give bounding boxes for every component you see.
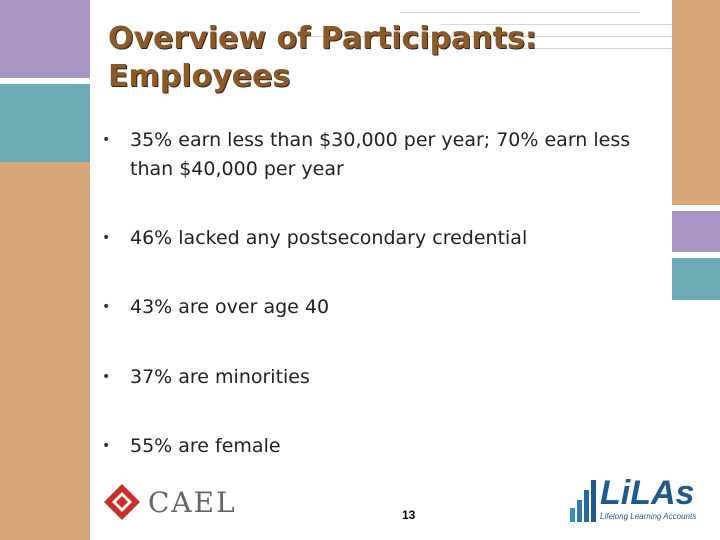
bullet-text: 35% earn less than $30,000 per year; 70% earn less than $40,000 per year [130,129,631,180]
cael-logo-text: CAEL [148,486,237,519]
cael-diamond-icon [100,478,144,528]
bullet-text: 46% lacked any postsecondary credential [130,227,528,249]
bullet-item [102,224,527,253]
slide-title: Overview of Participants: Employees [108,21,537,94]
bullet-marker-icon: • [102,299,111,315]
bullet-item [102,363,310,392]
left-decor-teal [0,84,90,162]
bullet-marker-icon: • [102,230,111,246]
bullet-item [102,126,662,184]
bullet-text: 43% are over age 40 [130,296,330,318]
bullet-marker-icon: • [102,132,111,148]
lilas-logo-text: LiLAs [600,474,695,512]
right-decor-teal [672,258,720,300]
bullet-item [102,293,329,322]
right-decor-purple [672,211,720,252]
bullet-text: 55% are female [130,435,281,457]
right-decor-tan [672,0,720,205]
decor-line [400,12,640,13]
bullet-text: 37% are minorities [130,366,310,388]
lilas-tagline: Lifelong Learning Accounts [600,512,697,521]
page-number: 13 [402,508,416,522]
bullet-marker-icon: • [102,369,111,385]
bullet-marker-icon: • [102,438,111,454]
lilas-logo [568,474,708,526]
left-decor-purple [0,0,90,78]
bullet-item [102,432,281,461]
lilas-bars-icon [568,474,600,524]
cael-logo [100,478,237,528]
